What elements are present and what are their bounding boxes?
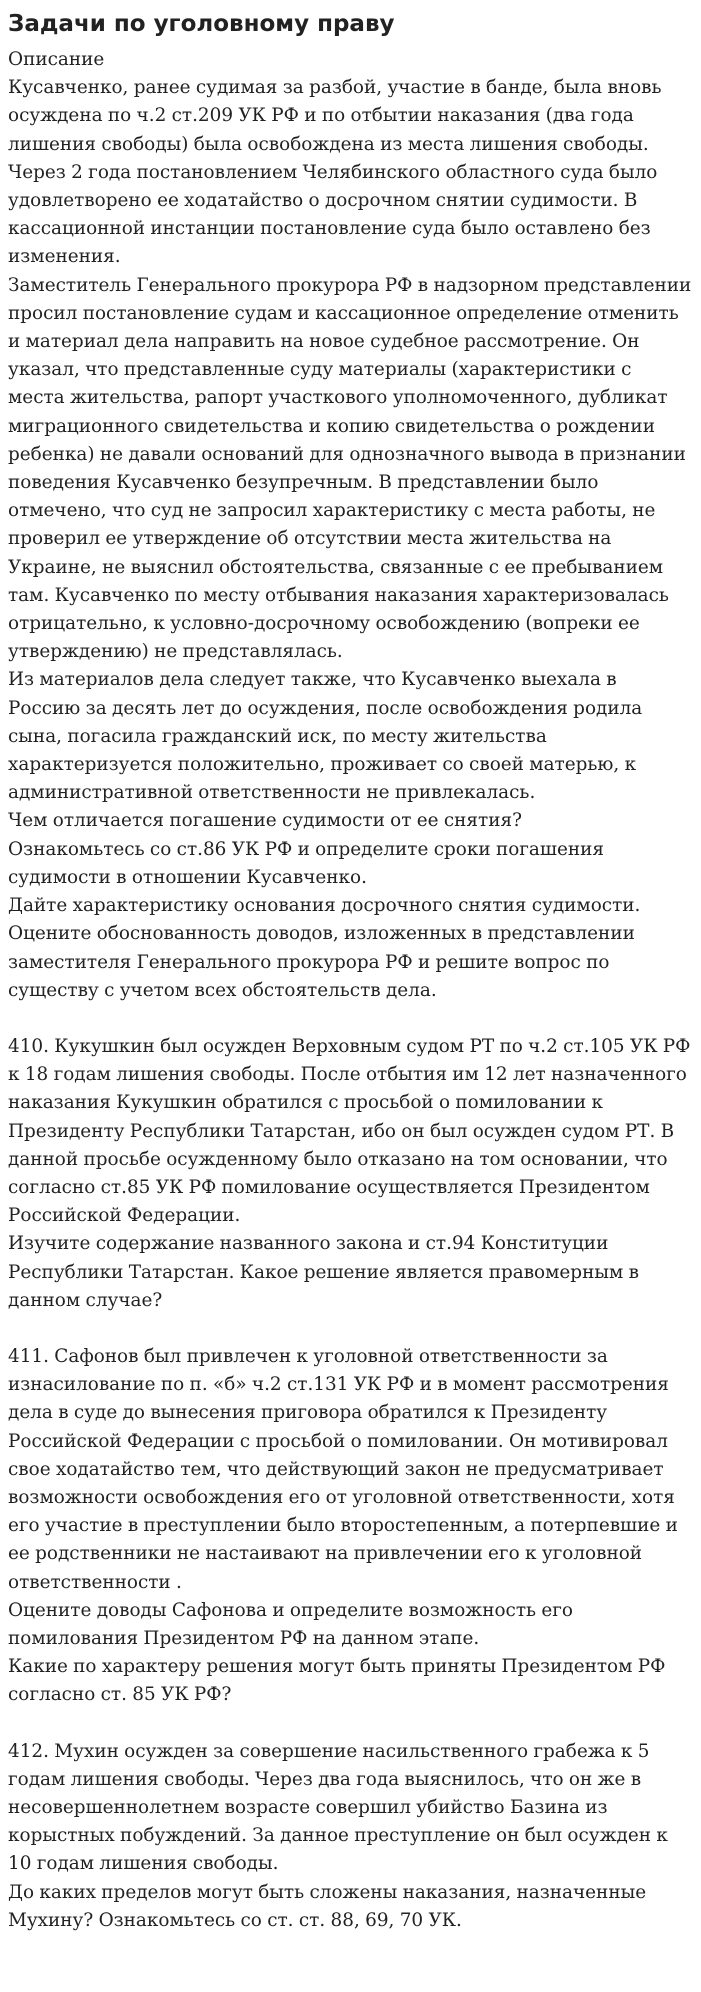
task-412-question: До каких пределов могут быть сложены наказания, назначенные Мухину? Ознакомьтесь со ст. ст. 88, 69, 70 УК. [8,1881,647,1931]
question-item: Ознакомьтесь со ст.86 УК РФ и определите сроки погашения судимости в отношении Кусавченко. [8,838,604,888]
task-410-question: Изучите содержание названного закона и ст.94 Конституции Республики Татарстан. Какое решение является правомерным в данном случае? [8,1233,639,1311]
paragraph-spacer [8,1315,693,1343]
task-411-text: 411. Сафонов был привлечен к уголовной ответственности за изнасилование по п. «б» ч.2 ст.131 УК РФ и в момент рассмотрения дела в суде до вынесения приговора обратился к Президенту Российской Федерации с просьбой о помиловании. Он мотивировал свое ходатайство тем, что действующий закон не предусматривает возможности освобождения его от уголовной ответственности, хотя его участие в преступлении было второстепенным, а потерпевшие и ее родственники не настаивают на привлечении его к уголовной ответственности . [8,1345,678,1593]
paragraph-spacer [8,1710,693,1738]
question-item: Дайте характеристику основания досрочного снятия судимости. [8,895,641,917]
case-kusavchenko-facts: Кусавченко, ранее судимая за разбой, участие в банде, была вновь осуждена по ч.2 ст.209 УК РФ и по отбытии наказания (два года лишения свободы) была освобождена из места лишения свободы. Через 2 года постановлением Челябинского областного суда было удовлетворено ее ходатайство о досрочном снятии судимости. В кассационной инстанции постановление суда было оставлено без изменения. [8,77,662,268]
task-411-question: Какие по характеру решения могут быть приняты Президентом РФ согласно ст. 85 УК РФ? [8,1656,666,1706]
task-410-text: 410. Кукушкин был осужден Верховным судом РТ по ч.2 ст.105 УК РФ к 18 годам лишения свободы. После отбытия им 12 лет назначенного наказания Кукушкин обратился с просьбой о помиловании к Президенту Республики Татарстан, ибо он был осужден судом РТ. В данной просьбе осужденному было отказано на том основании, что согласно ст.85 УК РФ помилование осуществляется Президентом Российской Федерации. [8,1035,691,1227]
task-412-text: 412. Мухин осужден за совершение насильственного грабежа к 5 годам лишения свободы. Через два года выяснилось, что он же в несовершеннолетнем возрасте совершил убийство Базина из корыстных побуждений. За данное преступление он был осужден к 10 годам лишения свободы. [8,1740,668,1875]
case-kusavchenko-materials: Из материалов дела следует также, что Кусавченко выехала в Россию за десять лет до осуждения, после освобождения родила сына, погасила гражданский иск, по месту жительства характеризуется положительно, проживает со своей матерью, к административной ответственности не привлекалась. [8,669,643,804]
question-item: Чем отличается погашение судимости от ее снятия? [8,810,522,832]
task-411-question: Оцените доводы Сафонова и определите возможность его помилования Президентом РФ на данном этапе. [8,1599,573,1649]
page-title: Задачи по уголовному праву [8,11,395,37]
paragraph-spacer [8,1005,693,1033]
question-item: Оцените обоснованность доводов, изложенных в представлении заместителя Генерального прокурора РФ и решите вопрос по существу с учетом всех обстоятельств дела. [8,923,635,1001]
case-kusavchenko-prosecutor: Заместитель Генерального прокурора РФ в надзорном представлении просил постановление судам и кассационное определение отменить и материал дела направить на новое судебное рассмотрение. Он указал, что представленные суду материалы (характеристики с места жительства, рапорт участкового уполномоченного, дубликат миграционного свидетельства и копию свидетельства о рождении ребенка) не давали оснований для однозначного вывода в признании поведения Кусавченко безупречным. В представлении было отмечено, что суд не запросил характеристику с места работы, не проверил ее утверждение об отсутствии места жительства на Украине, не выяснил обстоятельства, связанные с ее пребыванием там. Кусавченко по месту отбывания наказания характеризовалась отрицательно, к условно-досрочному освобождению (вопреки ее утверждению) не представлялась. [8,274,692,663]
description-label: Описание [8,49,105,70]
